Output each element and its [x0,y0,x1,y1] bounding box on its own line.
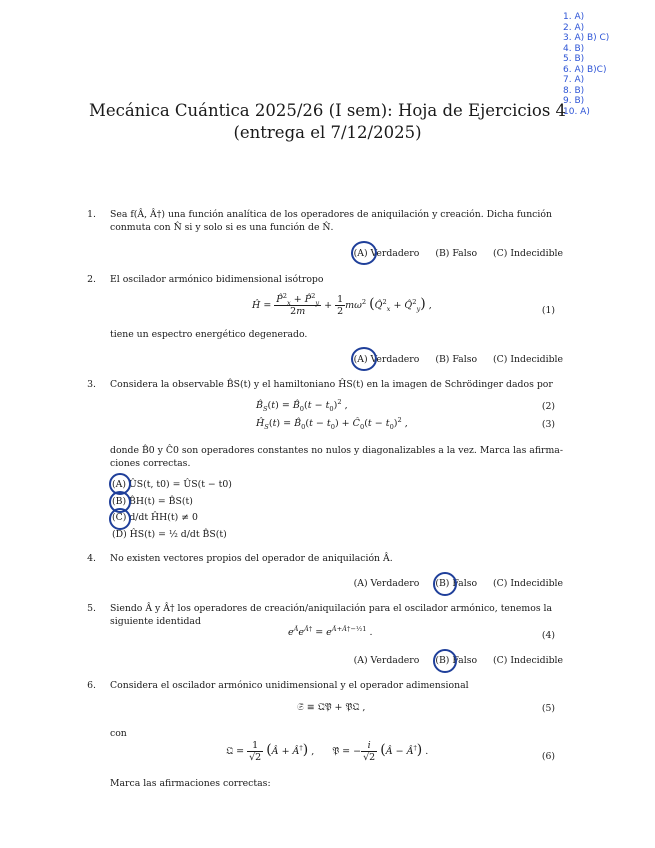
answer-circle [433,572,457,596]
option-c[interactable]: (C) Indecidible [493,578,563,589]
question-3-text: Considera la observable B̂S(t) y el hamiltoniano ĤS(t) en la imagen de Schrödinger dados por [110,379,553,390]
question-1-line-1: Sea f(Â, Â†) una función analítica de los operadores de aniquilación y creación. Dicha función [110,209,552,220]
option-b[interactable]: (B) Falso [435,655,478,666]
answer-line: 2. A) [563,22,585,33]
question-6-after: Marca las afirmaciones correctas: [110,778,271,789]
page-title [0,100,655,144]
answer-circle [351,241,377,265]
option-b[interactable]: (B) Falso [435,248,478,259]
question-number: 5. [87,603,96,614]
answer-line: 4. B) [563,43,585,54]
option-c[interactable]: (C) Indecidible [493,354,563,365]
question-1-line-2: conmuta con N̂ si y solo si es una función de N̂. [110,221,334,233]
equation-number: (2) [541,401,555,412]
option-c[interactable]: (C) Indecidible [493,248,563,259]
choice-b[interactable]: (B) B̂H(t) = B̂S(t) [112,495,193,507]
question-6-con: con [110,728,127,739]
equation-number: (5) [541,703,555,714]
question-1-text [110,209,565,234]
option-a[interactable]: (A) Verdadero [353,655,420,666]
question-2-after: tiene un espectro energético degenerado. [110,329,308,340]
answer-line: 9. B) [563,96,585,106]
answer-line: 7. A) [563,75,585,85]
option-a[interactable]: (A) Verdadero [353,578,420,589]
question-3-after [110,445,565,470]
option-b[interactable]: (B) Falso [435,578,478,589]
question-2-text: El oscilador armónico bidimensional isótropo [110,274,324,285]
equation-number: (4) [541,630,555,641]
question-number: 6. [87,680,96,691]
option-c[interactable]: (C) Indecidible [493,655,563,666]
question-4-text: No existen vectores propios del operador de aniquilación Â. [110,553,393,564]
answer-circle [433,649,457,673]
question-3-after-line-1: donde B̂0 y Ĉ0 son operadores constantes no nulos y diagonalizables a la vez. Marca las afirma- [110,445,563,456]
equation-3: $Ĥ_S(t)$ = $B̂_0(t - t_0)$ + $Ĉ_0(t - t_0)^2$ , [256,415,408,431]
equation-5: 𝔖̂ ≡ 𝔔̂𝔓̂ + 𝔓̂𝔔̂ , [297,702,366,713]
question-number: 4. [87,553,96,564]
option-a[interactable]: (A) Verdadero [353,248,420,259]
answer-circle [351,347,377,371]
equation-2: $B̂_S(t)$ = $B̂_0(t - t_0)^2$ , [256,397,348,413]
question-5-line-1: Siendo Â y Â† los operadores de creación/aniquilación para el oscilador armónico, tenemos la [110,603,553,614]
choice-a[interactable]: (A) ÛS(t, t0) = ÛS(t − t0) [112,479,232,490]
equation-number: (6) [541,751,555,762]
question-number: 1. [87,209,96,220]
choice-c[interactable]: (C) d/dt ĤH(t) ≠ 0 [112,512,198,523]
question-5-line-2: siguiente identidad [110,615,201,627]
equation-1: Ĥ = $\frac{P̂^2_x + P̂^2_y}{2m}$ + $\frac{1}{2}$ $m\omega^2$ (Q̂$^2_x$ + Q̂$^2_y$) , [252,291,432,317]
equation-number: (3) [541,419,555,430]
option-b[interactable]: (B) Falso [435,354,478,365]
answer-circle [109,508,131,530]
equation-6: 𝔔̂ = $\frac{1}{√2}$ (Â + Â†) , 𝔓̂ = − $\frac{i}{√2}$ (Â − Â†) . [226,740,429,763]
question-6-text: Considera el oscilador armónico unidimensional y el operador adimensional [110,680,469,691]
title-line-1: Mecánica Cuántica 2025/26 (I sem): Hoja de Ejercicios 4 [88,101,567,120]
answer-line: 1. A) [563,12,585,22]
answer-line: 10. A) [563,106,590,117]
choice-d[interactable]: (D) ĤS(t) = ½ d/dt B̂S(t) [112,528,227,540]
answer-line: 5. B) [563,54,585,64]
question-3-after-line-2: ciones correctas. [110,457,191,469]
answer-line: 6. A) B)C) [563,64,607,75]
equation-number: (1) [541,305,555,316]
answer-line: 3. A) B) C) [563,33,610,43]
equation-4: $e^Âe^{Â\dagger} = e^{Â+Â\dagger-\frac{1}{2}1}$ . [288,624,373,638]
answer-line: 8. B) [563,85,585,96]
title-line-2: (entrega el 7/12/2025) [233,123,422,142]
question-number: 3. [87,379,96,390]
question-number: 2. [87,274,96,285]
option-a[interactable]: (A) Verdadero [353,354,420,365]
